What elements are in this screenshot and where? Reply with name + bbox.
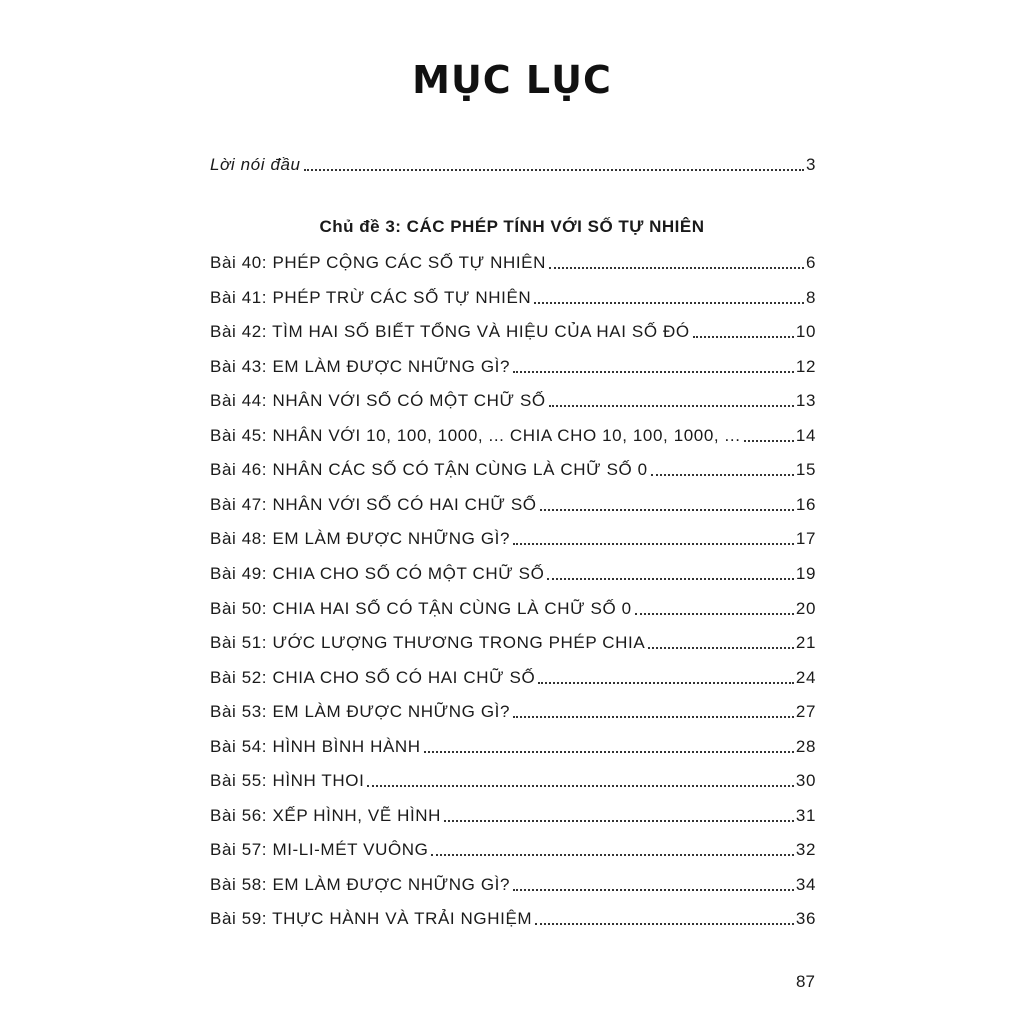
toc-entry-page: 30 [795, 771, 816, 790]
dot-leader [513, 716, 794, 718]
toc-entry-label: Bài 42: TÌM HAI SỐ BIẾT TỔNG VÀ HIỆU CỦA HAI SỐ ĐÓ [210, 322, 690, 341]
toc-entry [210, 599, 816, 619]
toc-entry-label: Bài 47: NHÂN VỚI SỐ CÓ HAI CHỮ SỐ [210, 495, 537, 514]
toc-entry-label: Bài 40: PHÉP CỘNG CÁC SỐ TỰ NHIÊN [210, 253, 546, 272]
toc-entry-page: 28 [795, 737, 816, 756]
toc-entry-page: 24 [795, 668, 816, 687]
dot-leader [367, 785, 793, 787]
toc-entry-page: 20 [795, 599, 816, 618]
toc-entry [210, 288, 816, 308]
toc-entry-label: Bài 49: CHIA CHO SỐ CÓ MỘT CHỮ SỐ [210, 564, 545, 583]
toc-entry [210, 668, 816, 688]
toc-entry-page: 27 [795, 702, 816, 721]
toc-entry-label: Bài 56: XẾP HÌNH, VẼ HÌNH [210, 806, 442, 825]
dot-leader [424, 751, 794, 753]
toc-entry [210, 875, 816, 895]
toc-entry-page: 31 [795, 806, 816, 825]
toc-entry [210, 909, 816, 929]
toc-entry [210, 322, 816, 342]
toc-entry-label: Bài 48: EM LÀM ĐƯỢC NHỮNG GÌ? [210, 529, 511, 548]
dot-leader [547, 578, 793, 580]
section-heading: Chủ đề 3: CÁC PHÉP TÍNH VỚI SỐ TỰ NHIÊN [319, 217, 705, 236]
dot-leader [444, 820, 794, 822]
dot-leader [635, 613, 794, 615]
toc-entry-page: 32 [795, 840, 816, 859]
toc-entry-label: Bài 53: EM LÀM ĐƯỢC NHỮNG GÌ? [210, 702, 511, 721]
toc-entry-page: 13 [795, 391, 816, 410]
page-title: MỤC LỤC [412, 58, 612, 102]
toc-entry-page: 14 [795, 426, 816, 445]
toc-entry-label: Bài 41: PHÉP TRỪ CÁC SỐ TỰ NHIÊN [210, 288, 532, 307]
dot-leader [304, 169, 804, 171]
dot-leader [540, 509, 794, 511]
toc-entry-page: 21 [795, 633, 816, 652]
toc-entry-label: Bài 59: THỰC HÀNH VÀ TRẢI NGHIỆM [210, 909, 533, 928]
dot-leader [744, 440, 794, 442]
toc-entry-page: 8 [805, 288, 816, 307]
toc-entry [210, 529, 816, 549]
toc-entry-label: Bài 54: HÌNH BÌNH HÀNH [210, 737, 421, 756]
page-number: 87 [796, 972, 815, 991]
toc-entry [210, 426, 816, 446]
dot-leader [651, 474, 794, 476]
dot-leader [513, 543, 794, 545]
toc-entry [210, 737, 816, 757]
toc-entry-label: Bài 57: MI-LI-MÉT VUÔNG [210, 840, 429, 859]
toc-entry-page: 12 [795, 357, 816, 376]
toc-entry-label: Bài 58: EM LÀM ĐƯỢC NHỮNG GÌ? [210, 875, 511, 894]
dot-leader [549, 405, 794, 407]
toc-entry [210, 253, 816, 273]
dot-leader [648, 647, 794, 649]
toc-entry [210, 633, 816, 653]
toc-entry [210, 564, 816, 584]
dot-leader [513, 889, 794, 891]
toc-entry-page: 34 [795, 875, 816, 894]
toc-entry-page: 36 [795, 909, 816, 928]
dot-leader [535, 923, 794, 925]
toc-entry [210, 391, 816, 411]
toc-entry [210, 702, 816, 722]
toc-entry-label: Bài 45: NHÂN VỚI 10, 100, 1000, ... CHIA CHO 10, 100, 1000, ... [210, 426, 741, 445]
toc-entry [210, 357, 816, 377]
dot-leader [693, 336, 794, 338]
toc-entry [210, 806, 816, 826]
toc-entry-label: Bài 55: HÌNH THOI [210, 771, 365, 790]
toc-entry-label: Bài 51: ƯỚC LƯỢNG THƯƠNG TRONG PHÉP CHIA [210, 633, 646, 652]
toc-entry-label: Bài 46: NHÂN CÁC SỐ CÓ TẬN CÙNG LÀ CHỮ SỐ 0 [210, 460, 648, 479]
toc-entry-label: Bài 43: EM LÀM ĐƯỢC NHỮNG GÌ? [210, 357, 511, 376]
toc-entry-page: 16 [795, 495, 816, 514]
toc-entry-page: 19 [795, 564, 816, 583]
toc-entry-label: Bài 52: CHIA CHO SỐ CÓ HAI CHỮ SỐ [210, 668, 536, 687]
dot-leader [431, 854, 793, 856]
toc-entry-page: 17 [795, 529, 816, 548]
dot-leader [549, 267, 804, 269]
toc-entry-label: Bài 50: CHIA HAI SỐ CÓ TẬN CÙNG LÀ CHỮ SỐ 0 [210, 599, 632, 618]
toc-entry-page: 15 [795, 460, 816, 479]
toc-entry-label: Bài 44: NHÂN VỚI SỐ CÓ MỘT CHỮ SỐ [210, 391, 546, 410]
toc-entry-page: 10 [795, 322, 816, 341]
toc-entry [210, 460, 816, 480]
dot-leader [513, 371, 794, 373]
toc-entry-page: 6 [805, 253, 816, 272]
toc-entry [210, 495, 816, 515]
dot-leader [534, 302, 804, 304]
dot-leader [538, 682, 794, 684]
toc-entry [210, 840, 816, 860]
toc-intro-row [210, 155, 816, 175]
toc-entry [210, 771, 816, 791]
toc-intro-label: Lời nói đầu [210, 155, 301, 174]
toc-intro-page: 3 [805, 155, 816, 174]
